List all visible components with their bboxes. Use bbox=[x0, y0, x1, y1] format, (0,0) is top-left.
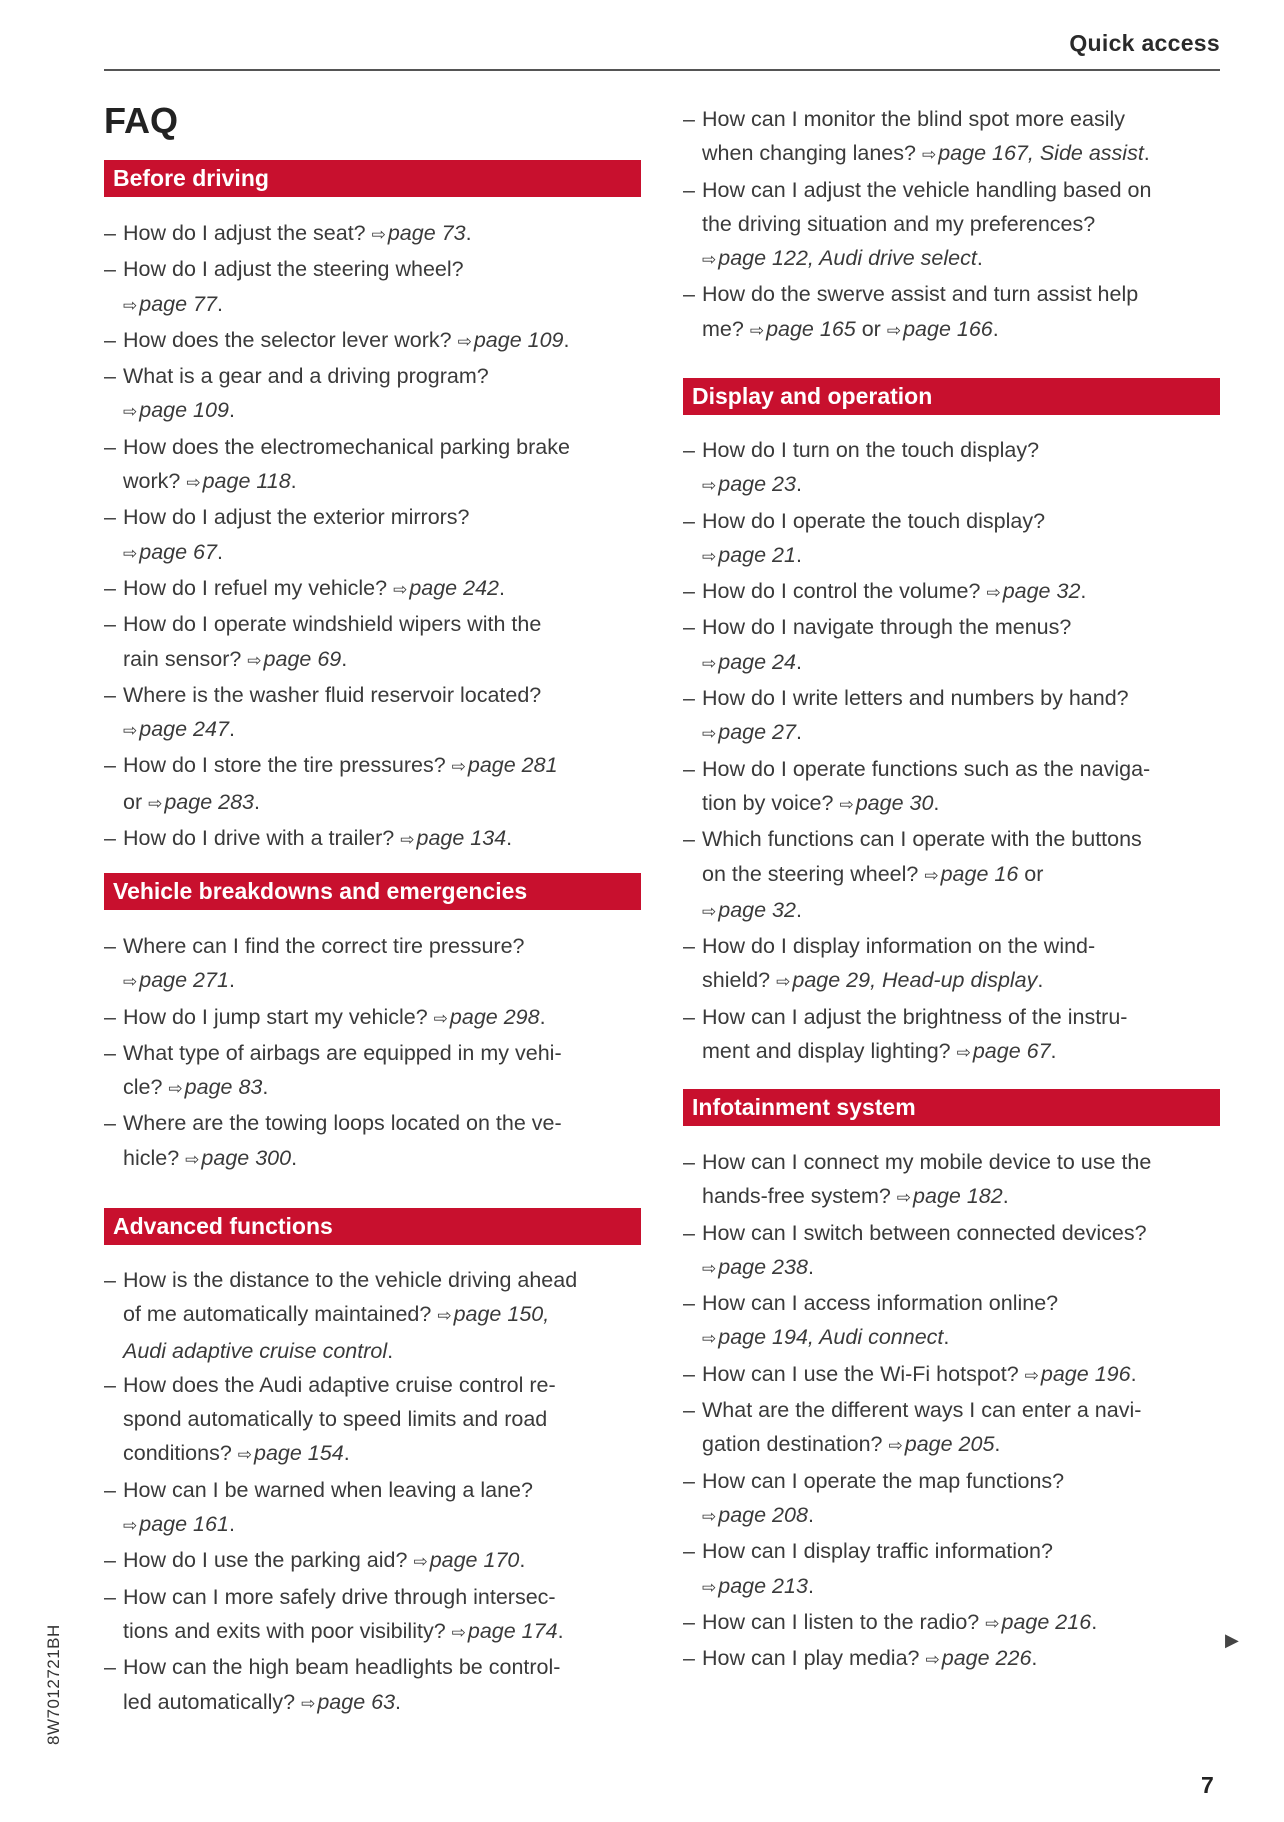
question-text: How can the high beam headlights be control- bbox=[123, 1655, 561, 1680]
page-reference-link[interactable]: page 150, bbox=[453, 1302, 550, 1327]
page-reference-link[interactable]: page 226 bbox=[941, 1646, 1032, 1671]
question-text: of me automatically maintained? bbox=[123, 1302, 438, 1327]
question-text: led automatically? bbox=[123, 1689, 302, 1714]
question-text: How do I control the volume? bbox=[702, 579, 987, 604]
page-reference-link[interactable]: page 32 bbox=[1002, 579, 1081, 604]
faq-item bbox=[104, 359, 664, 430]
faq-item bbox=[104, 1368, 664, 1473]
cross-reference-arrow-icon: ⇨ bbox=[985, 1613, 1000, 1633]
cross-reference-arrow-icon: ⇨ bbox=[123, 1516, 138, 1536]
question-text: How do I store the tire pressures? bbox=[123, 753, 452, 778]
bullet-dash: – bbox=[104, 1477, 116, 1502]
question-text: How does the selector lever work? bbox=[123, 327, 458, 352]
question-text: How can I use the Wi-Fi hotspot? bbox=[702, 1361, 1025, 1386]
section-heading-vehicle-breakdowns: Vehicle breakdowns and emergencies bbox=[104, 873, 641, 910]
faq-item bbox=[104, 1000, 664, 1036]
bullet-dash: – bbox=[683, 1398, 695, 1423]
page-reference-link[interactable]: page 21 bbox=[718, 542, 796, 567]
cross-reference-arrow-icon: ⇨ bbox=[702, 1506, 717, 1526]
faq-item bbox=[104, 1650, 664, 1721]
question-text: tions and exits with poor visibility? bbox=[123, 1618, 452, 1643]
question-text: . bbox=[228, 1512, 235, 1537]
faq-item bbox=[683, 277, 1243, 348]
question-text: . bbox=[228, 717, 235, 742]
question-text: How do I write letters and numbers by hand? bbox=[702, 686, 1129, 711]
page-reference-link[interactable]: page 161 bbox=[139, 1512, 229, 1537]
page-reference-link[interactable]: page 30 bbox=[855, 790, 934, 815]
cross-reference-arrow-icon: ⇨ bbox=[702, 250, 717, 270]
cross-reference-arrow-icon: ⇨ bbox=[702, 1329, 717, 1349]
bullet-dash: – bbox=[683, 508, 695, 533]
faq-item bbox=[683, 1357, 1243, 1393]
faq-item bbox=[104, 430, 664, 501]
question-text: . bbox=[216, 539, 223, 564]
page-reference-link[interactable]: page 67 bbox=[139, 539, 217, 564]
faq-item bbox=[683, 1605, 1243, 1641]
question-text: How do I adjust the exterior mirrors? bbox=[123, 505, 470, 530]
page-reference-link[interactable]: page 27 bbox=[718, 720, 796, 745]
section-heading-advanced-functions: Advanced functions bbox=[104, 1208, 641, 1245]
question-text: spond automatically to speed limits and road bbox=[123, 1407, 548, 1432]
question-text: How can I adjust the brightness of the instru- bbox=[702, 1004, 1128, 1029]
question-text: the driving situation and my preferences? bbox=[702, 211, 1096, 236]
cross-reference-arrow-icon: ⇨ bbox=[123, 972, 138, 992]
question-text: . bbox=[795, 897, 802, 922]
cross-reference-arrow-icon: ⇨ bbox=[457, 331, 472, 351]
question-text: . bbox=[807, 1502, 814, 1527]
question-text: or bbox=[123, 789, 149, 814]
page-reference-link[interactable]: page 165 bbox=[766, 316, 856, 341]
question-text: How do I operate windshield wipers with the bbox=[123, 612, 542, 637]
question-text: How can I monitor the blind spot more easily bbox=[702, 107, 1126, 131]
bullet-dash: – bbox=[683, 756, 695, 781]
cross-reference-arrow-icon: ⇨ bbox=[400, 830, 415, 850]
bullet-dash: – bbox=[104, 1548, 116, 1573]
bullet-dash: – bbox=[104, 1004, 116, 1029]
question-text: hicle? bbox=[123, 1145, 186, 1170]
question-text: . bbox=[1031, 1646, 1038, 1671]
question-text: . bbox=[976, 246, 983, 271]
question-text: How do the swerve assist and turn assist help bbox=[702, 282, 1139, 307]
cross-reference-arrow-icon: ⇨ bbox=[451, 1622, 466, 1642]
faq-item bbox=[104, 1106, 664, 1177]
question-text: How can I adjust the vehicle handling based on bbox=[702, 177, 1152, 202]
faq-item bbox=[104, 252, 664, 323]
faq-item bbox=[683, 433, 1243, 504]
bullet-dash: – bbox=[104, 826, 116, 851]
bullet-dash: – bbox=[104, 1111, 116, 1136]
question-text: How do I turn on the touch display? bbox=[702, 438, 1040, 462]
bullet-dash: – bbox=[683, 1468, 695, 1493]
cross-reference-arrow-icon: ⇨ bbox=[123, 402, 138, 422]
page-reference-link[interactable]: page 32 bbox=[718, 897, 796, 922]
faq-item bbox=[104, 323, 664, 359]
question-text: rain sensor? bbox=[123, 646, 248, 671]
question-text: . bbox=[807, 1573, 814, 1598]
section-heading-before-driving: Before driving bbox=[104, 160, 641, 197]
cross-reference-arrow-icon: ⇨ bbox=[702, 546, 717, 566]
page-reference-link[interactable]: page 300 bbox=[201, 1145, 292, 1170]
page-reference-link[interactable]: page 242 bbox=[409, 575, 499, 600]
document-code: 8W7012721BH bbox=[44, 1624, 63, 1745]
faq-item bbox=[683, 574, 1243, 610]
question-text: conditions? bbox=[123, 1441, 238, 1466]
bullet-dash: – bbox=[683, 686, 695, 711]
faq-item bbox=[683, 1393, 1243, 1464]
question-text: . bbox=[387, 1338, 394, 1363]
question-text: Where are the towing loops located on the ve- bbox=[123, 1111, 562, 1136]
cross-reference-arrow-icon: ⇨ bbox=[956, 1043, 971, 1063]
question-text: How do I adjust the steering wheel? bbox=[123, 257, 464, 282]
bullet-dash: – bbox=[104, 682, 116, 707]
question-text: How can I be warned when leaving a lane? bbox=[123, 1477, 533, 1502]
cross-reference-arrow-icon: ⇨ bbox=[301, 1693, 316, 1713]
page-reference-link[interactable]: page 122, Audi drive select bbox=[718, 246, 977, 271]
cross-reference-arrow-icon: ⇨ bbox=[702, 476, 717, 496]
page-reference-link[interactable]: page 205 bbox=[904, 1432, 995, 1457]
question-text: . bbox=[992, 316, 999, 341]
page-reference-link[interactable]: page 216 bbox=[1001, 1609, 1092, 1634]
page-number: 7 bbox=[1201, 1772, 1214, 1798]
question-text: Where can I find the correct tire pressure? bbox=[123, 934, 525, 958]
question-text: when changing lanes? bbox=[702, 141, 922, 166]
question-text: . bbox=[499, 575, 505, 600]
question-text: hands-free system? bbox=[702, 1184, 897, 1209]
question-text: . bbox=[1037, 968, 1044, 993]
faq-item bbox=[104, 1263, 664, 1368]
bullet-dash: – bbox=[104, 257, 116, 282]
faq-item bbox=[683, 610, 1243, 681]
question-text: How do I navigate through the menus? bbox=[702, 615, 1072, 640]
section-heading-infotainment: Infotainment system bbox=[683, 1089, 1220, 1126]
bullet-dash: – bbox=[104, 934, 116, 958]
page-reference-link[interactable]: page 23 bbox=[718, 472, 796, 497]
question-text: . bbox=[343, 1441, 350, 1466]
question-text: What are the different ways I can enter a navi- bbox=[702, 1398, 1142, 1423]
bullet-dash: – bbox=[104, 221, 116, 245]
bullet-dash: – bbox=[104, 434, 116, 459]
faq-item bbox=[683, 1534, 1243, 1605]
question-text: How can I display traffic information? bbox=[702, 1539, 1053, 1564]
cross-reference-arrow-icon: ⇨ bbox=[186, 473, 201, 493]
question-text: Where is the washer fluid reservoir located? bbox=[123, 682, 542, 707]
question-text: . bbox=[539, 1004, 546, 1029]
running-header: Quick access bbox=[1069, 30, 1220, 56]
page-reference-link[interactable]: page 63 bbox=[317, 1689, 396, 1714]
question-text: on the steering wheel? bbox=[702, 861, 925, 886]
faq-list-advanced-functions-continued bbox=[683, 102, 1243, 348]
page-reference-link[interactable]: page 118 bbox=[202, 469, 291, 494]
question-text: How can I connect my mobile device to use the bbox=[702, 1150, 1152, 1174]
question-text: or bbox=[1018, 861, 1044, 886]
cross-reference-arrow-icon: ⇨ bbox=[702, 1258, 717, 1278]
question-text: . bbox=[290, 469, 297, 494]
page-reference-link[interactable]: page 298 bbox=[449, 1004, 540, 1029]
question-text: . bbox=[1002, 1184, 1009, 1209]
bullet-dash: – bbox=[683, 1150, 695, 1174]
faq-item bbox=[683, 1145, 1243, 1216]
faq-item bbox=[683, 1286, 1243, 1357]
question-text: cle? bbox=[123, 1075, 169, 1100]
bullet-dash: – bbox=[683, 1361, 695, 1386]
bullet-dash: – bbox=[683, 1539, 695, 1564]
cross-reference-arrow-icon: ⇨ bbox=[921, 145, 937, 165]
question-text: . bbox=[341, 646, 348, 671]
question-text: How do I drive with a trailer? bbox=[123, 826, 401, 851]
faq-item bbox=[683, 929, 1243, 1000]
bullet-dash: – bbox=[104, 753, 116, 778]
page-reference-link[interactable]: page 196 bbox=[1040, 1361, 1131, 1386]
question-text: How do I use the parking aid? bbox=[123, 1548, 414, 1573]
bullet-dash: – bbox=[104, 1584, 116, 1609]
question-text: . bbox=[1080, 579, 1087, 604]
bullet-dash: – bbox=[683, 177, 695, 202]
cross-reference-arrow-icon: ⇨ bbox=[702, 901, 717, 921]
cross-reference-arrow-icon: ⇨ bbox=[896, 1188, 912, 1208]
question-text: How can I play media? bbox=[702, 1646, 926, 1671]
page-reference-link[interactable]: page 174 bbox=[467, 1618, 558, 1643]
question-text: . bbox=[1130, 1361, 1137, 1386]
cross-reference-arrow-icon: ⇨ bbox=[702, 1577, 717, 1597]
question-text: . bbox=[1050, 1039, 1057, 1064]
question-text: How do I adjust the seat? bbox=[123, 221, 372, 245]
page-reference-link[interactable]: page 283 bbox=[164, 789, 255, 814]
question-text: . bbox=[994, 1432, 1001, 1457]
cross-reference-arrow-icon: ⇨ bbox=[185, 1149, 200, 1169]
faq-item bbox=[683, 1641, 1243, 1677]
page-reference-link[interactable]: page 16 bbox=[940, 861, 1019, 886]
bullet-dash: – bbox=[104, 327, 116, 352]
cross-reference-arrow-icon: ⇨ bbox=[123, 295, 138, 315]
bullet-dash: – bbox=[683, 579, 695, 604]
page-reference-link[interactable]: page 170 bbox=[429, 1548, 520, 1573]
faq-item bbox=[104, 500, 664, 571]
question-text: . bbox=[557, 1618, 564, 1643]
page-reference-link[interactable]: page 166 bbox=[903, 316, 993, 341]
question-text: How do I operate functions such as the naviga- bbox=[702, 756, 1151, 781]
question-text: shield? bbox=[702, 968, 777, 993]
question-text: . bbox=[254, 789, 261, 814]
page-reference-link[interactable]: page 24 bbox=[718, 649, 796, 674]
bullet-dash: – bbox=[683, 438, 695, 462]
page-reference-link[interactable]: page 238 bbox=[718, 1254, 808, 1279]
cross-reference-arrow-icon: ⇨ bbox=[413, 1552, 428, 1572]
page-reference-link[interactable]: page 154 bbox=[254, 1441, 344, 1466]
page-reference-link[interactable]: page 109 bbox=[139, 398, 229, 423]
cross-reference-arrow-icon: ⇨ bbox=[924, 865, 939, 885]
bullet-dash: – bbox=[683, 282, 695, 307]
question-text: . bbox=[465, 221, 472, 245]
page-reference-link[interactable]: page 167, Side assist bbox=[938, 141, 1144, 166]
bullet-dash: – bbox=[683, 827, 695, 852]
question-text: . bbox=[933, 790, 940, 815]
bullet-dash: – bbox=[104, 1268, 116, 1292]
cross-reference-arrow-icon: ⇨ bbox=[839, 794, 854, 814]
faq-item bbox=[104, 821, 664, 857]
bullet-dash: – bbox=[683, 1646, 695, 1671]
bullet-dash: – bbox=[104, 505, 116, 530]
bullet-dash: – bbox=[683, 1609, 695, 1634]
continue-arrow-icon: ▶ bbox=[1225, 1630, 1239, 1650]
cross-reference-arrow-icon: ⇨ bbox=[1024, 1365, 1039, 1385]
page-title: FAQ bbox=[104, 100, 179, 141]
bullet-dash: – bbox=[683, 1291, 695, 1316]
faq-item bbox=[104, 678, 664, 749]
cross-reference-arrow-icon: ⇨ bbox=[123, 721, 138, 741]
page-reference-link[interactable]: page 182 bbox=[913, 1184, 1003, 1209]
question-text: . bbox=[291, 1145, 298, 1170]
faq-list-advanced-functions bbox=[104, 1263, 664, 1721]
cross-reference-arrow-icon: ⇨ bbox=[393, 579, 408, 599]
question-text: How is the distance to the vehicle driving ahead bbox=[123, 1268, 578, 1292]
cross-reference-arrow-icon: ⇨ bbox=[749, 320, 765, 340]
question-text: gation destination? bbox=[702, 1432, 889, 1457]
faq-item bbox=[104, 748, 664, 821]
cross-reference-arrow-icon: ⇨ bbox=[237, 1445, 252, 1465]
bullet-dash: – bbox=[683, 1220, 695, 1245]
faq-item bbox=[683, 822, 1243, 929]
page-reference-link[interactable]: page 208 bbox=[718, 1502, 808, 1527]
question-text: tion by voice? bbox=[702, 790, 840, 815]
cross-reference-arrow-icon: ⇨ bbox=[371, 225, 386, 244]
question-text: How do I display information on the wind- bbox=[702, 934, 1096, 959]
question-text: . bbox=[395, 1689, 402, 1714]
question-text: How do I jump start my vehicle? bbox=[123, 1004, 434, 1029]
cross-reference-arrow-icon: ⇨ bbox=[247, 650, 262, 670]
bullet-dash: – bbox=[683, 107, 695, 131]
faq-list-before-driving bbox=[104, 216, 664, 857]
question-text: How can I switch between connected devices? bbox=[702, 1220, 1147, 1245]
question-text: . bbox=[795, 649, 802, 674]
page-reference-link[interactable]: page 271 bbox=[139, 968, 229, 993]
page-reference-link[interactable]: page 281 bbox=[467, 753, 558, 778]
bullet-dash: – bbox=[683, 1004, 695, 1029]
cross-reference-arrow-icon: ⇨ bbox=[702, 724, 717, 744]
page-reference-link[interactable]: page 194, Audi connect bbox=[718, 1325, 944, 1350]
faq-item bbox=[104, 216, 664, 252]
bullet-dash: – bbox=[104, 1372, 116, 1397]
faq-item bbox=[104, 929, 664, 1000]
question-text: Which functions can I operate with the buttons bbox=[702, 827, 1142, 852]
faq-item bbox=[104, 1473, 664, 1544]
question-text: . bbox=[807, 1254, 814, 1279]
faq-item bbox=[683, 752, 1243, 823]
header-rule bbox=[104, 69, 1220, 71]
bullet-dash: – bbox=[104, 612, 116, 637]
cross-reference-arrow-icon: ⇨ bbox=[776, 972, 791, 992]
bullet-dash: – bbox=[104, 364, 116, 389]
question-text: . bbox=[1143, 141, 1150, 166]
page-reference-link[interactable]: page 109 bbox=[473, 327, 564, 352]
question-text: . bbox=[943, 1325, 950, 1350]
question-text: . bbox=[1091, 1609, 1098, 1634]
question-text: How can I more safely drive through intersec- bbox=[123, 1584, 556, 1609]
page-reference-link[interactable]: page 83 bbox=[184, 1075, 263, 1100]
faq-item bbox=[104, 1580, 664, 1651]
bullet-dash: – bbox=[104, 575, 116, 600]
reference-title[interactable]: Audi adaptive cruise control bbox=[123, 1338, 388, 1363]
bullet-dash: – bbox=[104, 1655, 116, 1680]
question-text: work? bbox=[123, 469, 187, 494]
faq-item bbox=[683, 681, 1243, 752]
faq-item bbox=[683, 173, 1243, 278]
question-text: . bbox=[795, 542, 802, 567]
page-reference-link[interactable]: page 29, Head-up display bbox=[792, 968, 1038, 993]
question-text: How can I operate the map functions? bbox=[702, 1468, 1065, 1493]
cross-reference-arrow-icon: ⇨ bbox=[925, 1650, 940, 1670]
faq-item bbox=[104, 571, 664, 607]
question-text: How can I access information online? bbox=[702, 1291, 1059, 1316]
page-reference-link[interactable]: page 134 bbox=[416, 826, 507, 851]
section-heading-display-operation: Display and operation bbox=[683, 378, 1220, 415]
cross-reference-arrow-icon: ⇨ bbox=[702, 653, 717, 673]
question-text: . bbox=[563, 327, 570, 352]
bullet-dash: – bbox=[683, 934, 695, 959]
question-text: . bbox=[216, 291, 223, 316]
question-text: me? bbox=[702, 316, 750, 341]
page-reference-link[interactable]: page 247 bbox=[139, 717, 229, 742]
question-text: or bbox=[855, 316, 887, 341]
faq-list-vehicle-breakdowns bbox=[104, 929, 664, 1177]
cross-reference-arrow-icon: ⇨ bbox=[437, 1306, 452, 1326]
question-text: . bbox=[795, 720, 802, 745]
question-text: How does the electromechanical parking brake bbox=[123, 434, 570, 459]
question-text: ment and display lighting? bbox=[702, 1039, 957, 1064]
cross-reference-arrow-icon: ⇨ bbox=[168, 1079, 183, 1099]
faq-item bbox=[683, 1000, 1243, 1071]
page-reference-link[interactable]: page 77 bbox=[139, 291, 217, 316]
faq-item bbox=[104, 1036, 664, 1107]
faq-item bbox=[104, 607, 664, 678]
question-text: . bbox=[506, 826, 513, 851]
page-reference-link[interactable]: page 69 bbox=[263, 646, 342, 671]
cross-reference-arrow-icon: ⇨ bbox=[148, 793, 163, 813]
bullet-dash: – bbox=[104, 1040, 116, 1065]
faq-item bbox=[683, 504, 1243, 575]
bullet-dash: – bbox=[683, 615, 695, 640]
question-text: . bbox=[262, 1075, 269, 1100]
question-text: What is a gear and a driving program? bbox=[123, 364, 489, 389]
cross-reference-arrow-icon: ⇨ bbox=[451, 757, 466, 777]
question-text: How do I operate the touch display? bbox=[702, 508, 1046, 533]
question-text: How does the Audi adaptive cruise control re- bbox=[123, 1372, 556, 1397]
page-reference-link[interactable]: page 73 bbox=[387, 221, 466, 245]
question-text: . bbox=[795, 472, 802, 497]
question-text: . bbox=[228, 968, 235, 993]
faq-list-display-operation bbox=[683, 433, 1243, 1070]
question-text: How can I listen to the radio? bbox=[702, 1609, 986, 1634]
page-reference-link[interactable]: page 213 bbox=[718, 1573, 808, 1598]
cross-reference-arrow-icon: ⇨ bbox=[886, 320, 902, 340]
cross-reference-arrow-icon: ⇨ bbox=[123, 543, 138, 563]
faq-item bbox=[683, 1464, 1243, 1535]
question-text: How do I refuel my vehicle? bbox=[123, 575, 394, 600]
cross-reference-arrow-icon: ⇨ bbox=[433, 1008, 448, 1028]
faq-item bbox=[683, 102, 1243, 173]
question-text: . bbox=[228, 398, 235, 423]
faq-item bbox=[683, 1216, 1243, 1287]
question-text: . bbox=[519, 1548, 526, 1573]
faq-item bbox=[104, 1543, 664, 1579]
cross-reference-arrow-icon: ⇨ bbox=[888, 1436, 903, 1456]
question-text: What type of airbags are equipped in my vehi- bbox=[123, 1040, 562, 1065]
faq-list-infotainment bbox=[683, 1145, 1243, 1677]
page-reference-link[interactable]: page 67 bbox=[972, 1039, 1051, 1064]
cross-reference-arrow-icon: ⇨ bbox=[986, 583, 1001, 603]
